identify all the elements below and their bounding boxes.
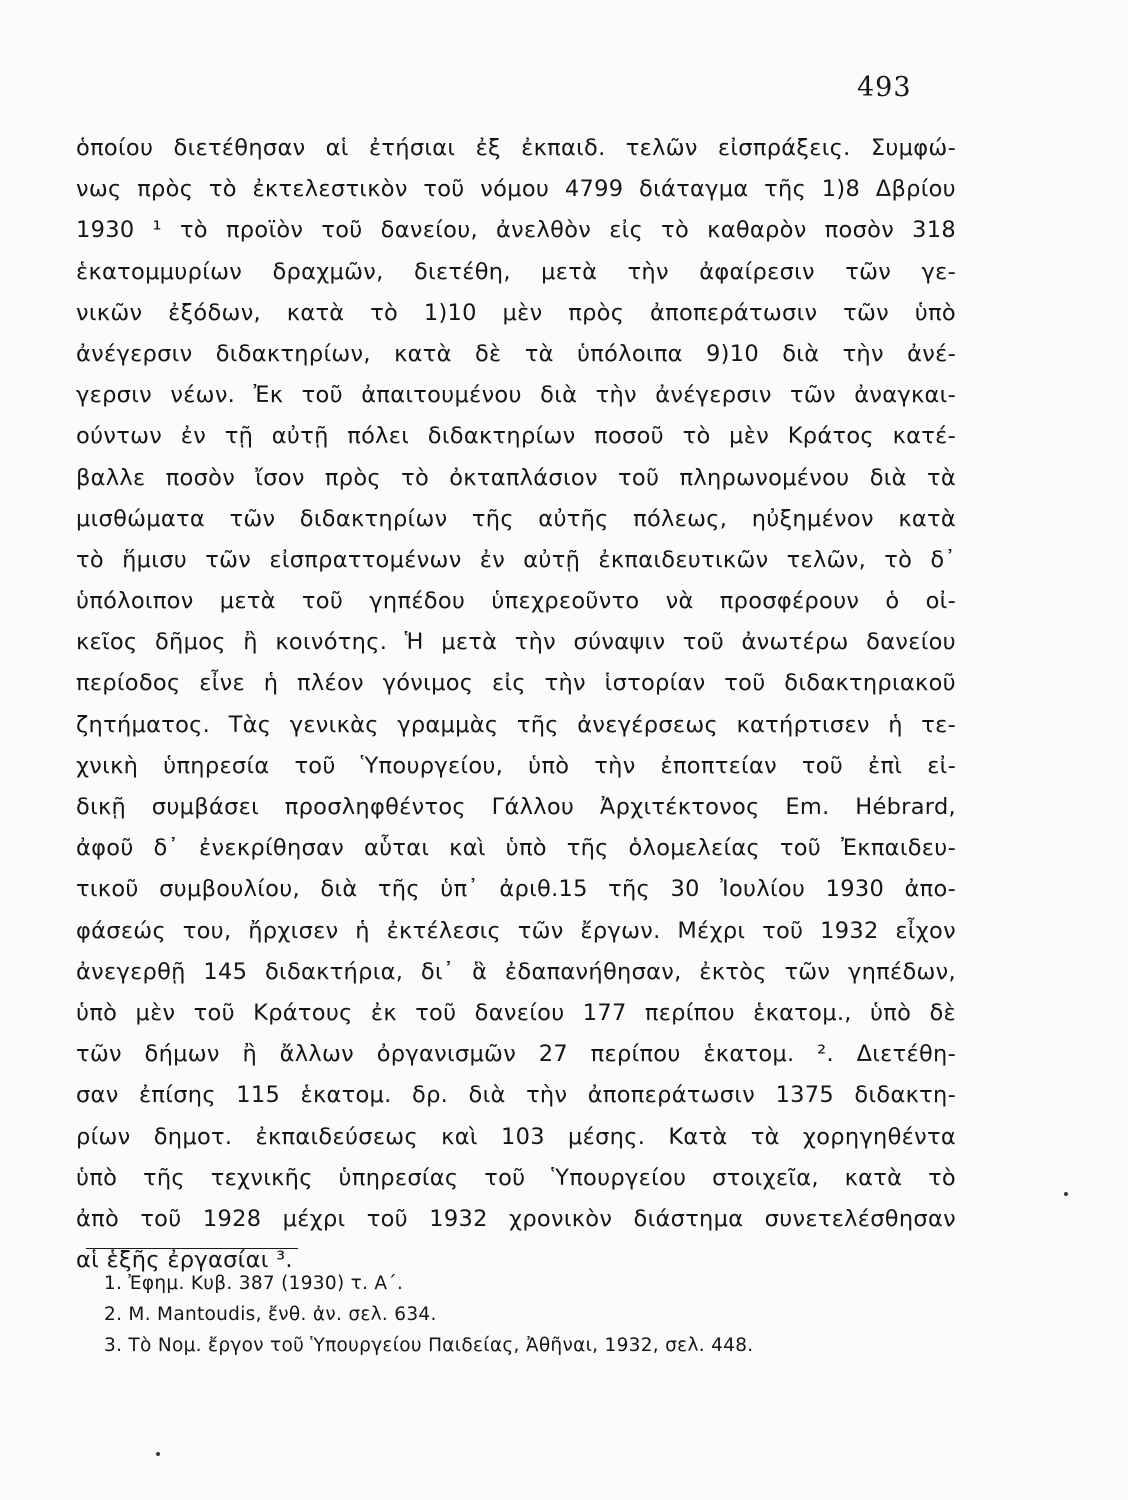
text-line: ἀνέγερσιν διδακτηρίων, κατὰ δὲ τὰ ὑπόλοιπα 9)10 διὰ τὴν ἀνέ-	[76, 340, 956, 367]
text-line-last: αἱ ἑξῆς ἐργασίαι ³.	[76, 1247, 293, 1274]
text-line: τῶν δήμων ἢ ἄλλων ὀργανισμῶν 27 περίπου ἑκατομ. ². Διετέθη-	[76, 1041, 956, 1068]
text-line: περίοδος εἶνε ἡ πλέον γόνιμος εἰς τὴν ἱστορίαν τοῦ διδακτηριακοῦ	[76, 670, 956, 697]
text-line: ἀνεγερθῇ 145 διδακτήρια, δι᾿ ἃ ἐδαπανήθησαν, ἐκτὸς τῶν γηπέδων,	[76, 958, 956, 985]
text-line: δικῇ συμβάσει προσληφθέντος Γάλλου Ἀρχιτέκτονος Em. Hébrard,	[76, 794, 956, 820]
text-line: ὑπὸ μὲν τοῦ Κράτους ἐκ τοῦ δανείου 177 περίπου ἑκατομ., ὑπὸ δὲ	[76, 999, 956, 1026]
text-line: κεῖος δῆμος ἢ κοινότης. Ἡ μετὰ τὴν σύναψιν τοῦ ἀνωτέρω δανείου	[76, 629, 956, 656]
footnote-3: 3. Τὸ Νομ. ἔργον τοῦ Ὑπουργείου Παιδείας, Ἀθῆναι, 1932, σελ. 448.	[104, 1335, 754, 1356]
text-line: βαλλε ποσὸν ἴσον πρὸς τὸ ὀκταπλάσιον τοῦ πληρωνομένου διὰ τὰ	[76, 464, 956, 491]
text-line: ἀπὸ τοῦ 1928 μέχρι τοῦ 1932 χρονικὸν διάστημα συνετελέσθησαν	[76, 1205, 956, 1232]
text-line: σαν ἐπίσης 115 ἑκατομ. δρ. διὰ τὴν ἀποπεράτωσιν 1375 διδακτη-	[76, 1082, 956, 1109]
text-line: ἀφοῦ δ᾿ ἐνεκρίθησαν αὗται καὶ ὑπὸ τῆς ὁλομελείας τοῦ Ἐκπαιδευ-	[76, 835, 956, 862]
text-line: τὸ ἥμισυ τῶν εἰσπραττομένων ἐν αὐτῇ ἐκπαιδευτικῶν τελῶν, τὸ δ᾿	[76, 546, 956, 573]
text-line: ζητήματος. Τὰς γενικὰς γραμμὰς τῆς ἀνεγέρσεως κατήρτισεν ἡ τε-	[76, 711, 956, 738]
footnotes	[104, 1268, 753, 1361]
scan-speck	[156, 1452, 160, 1456]
text-line: χνικὴ ὑπηρεσία τοῦ Ὑπουργείου, ὑπὸ τὴν ἐποπτείαν τοῦ ἐπὶ εἰ-	[76, 752, 956, 779]
text-line: μισθώματα τῶν διδακτηρίων τῆς αὐτῆς πόλεως, ηὐξημένον κατὰ	[76, 505, 956, 532]
text-line: ὑπόλοιπον μετὰ τοῦ γηπέδου ὑπεχρεοῦντο νὰ προσφέρουν ὁ οἰ-	[76, 588, 956, 615]
text-line: ὑπὸ τῆς τεχνικῆς ὑπηρεσίας τοῦ Ὑπουργείου στοιχεῖα, κατὰ τὸ	[76, 1164, 956, 1191]
text-line: νικῶν ἐξόδων, κατὰ τὸ 1)10 μὲν πρὸς ἀποπεράτωσιν τῶν ὑπὸ	[76, 299, 956, 326]
page-number: 493	[857, 72, 912, 103]
text-line: γερσιν νέων. Ἐκ τοῦ ἀπαιτουμένου διὰ τὴν ἀνέγερσιν τῶν ἀναγκαι-	[76, 382, 956, 409]
text-line: ούντων ἐν τῇ αὐτῇ πόλει διδακτηρίων ποσοῦ τὸ μὲν Κράτος κατέ-	[76, 423, 956, 450]
text-line: ρίων δημοτ. ἐκπαιδεύσεως καὶ 103 μέσης. Κατὰ τὰ χορηγηθέντα	[76, 1123, 956, 1150]
footnote-separator	[86, 1248, 298, 1249]
text-line: φάσεώς του, ἤρχισεν ἡ ἐκτέλεσις τῶν ἔργων. Μέχρι τοῦ 1932 εἶχον	[76, 917, 956, 944]
text-line: 1930 ¹ τὸ προϊὸν τοῦ δανείου, ἀνελθὸν εἰς τὸ καθαρὸν ποσὸν 318	[76, 217, 956, 244]
footnote-1: 1. Ἐφημ. Κυβ. 387 (1930) τ. Α΄.	[104, 1273, 404, 1294]
text-line: τικοῦ συμβουλίου, διὰ τῆς ὑπ᾿ ἀριθ.15 τῆς 30 Ἰουλίου 1930 ἀπο-	[76, 876, 956, 903]
body-text	[76, 128, 956, 1281]
text-line: ἑκατομμυρίων δραχμῶν, διετέθη, μετὰ τὴν ἀφαίρεσιν τῶν γε-	[76, 258, 956, 285]
scan-speck	[1064, 1192, 1068, 1196]
text-line: νως πρὸς τὸ ἐκτελεστικὸν τοῦ νόμου 4799 διάταγμα τῆς 1)8 Δβρίου	[76, 176, 956, 203]
text-line: ὁποίου διετέθησαν αἱ ἐτήσιαι ἐξ ἐκπαιδ. τελῶν εἰσπράξεις. Συμφώ-	[76, 135, 956, 161]
footnote-2: 2. M. Mantoudis, ἔνθ. ἀν. σελ. 634.	[104, 1304, 437, 1325]
